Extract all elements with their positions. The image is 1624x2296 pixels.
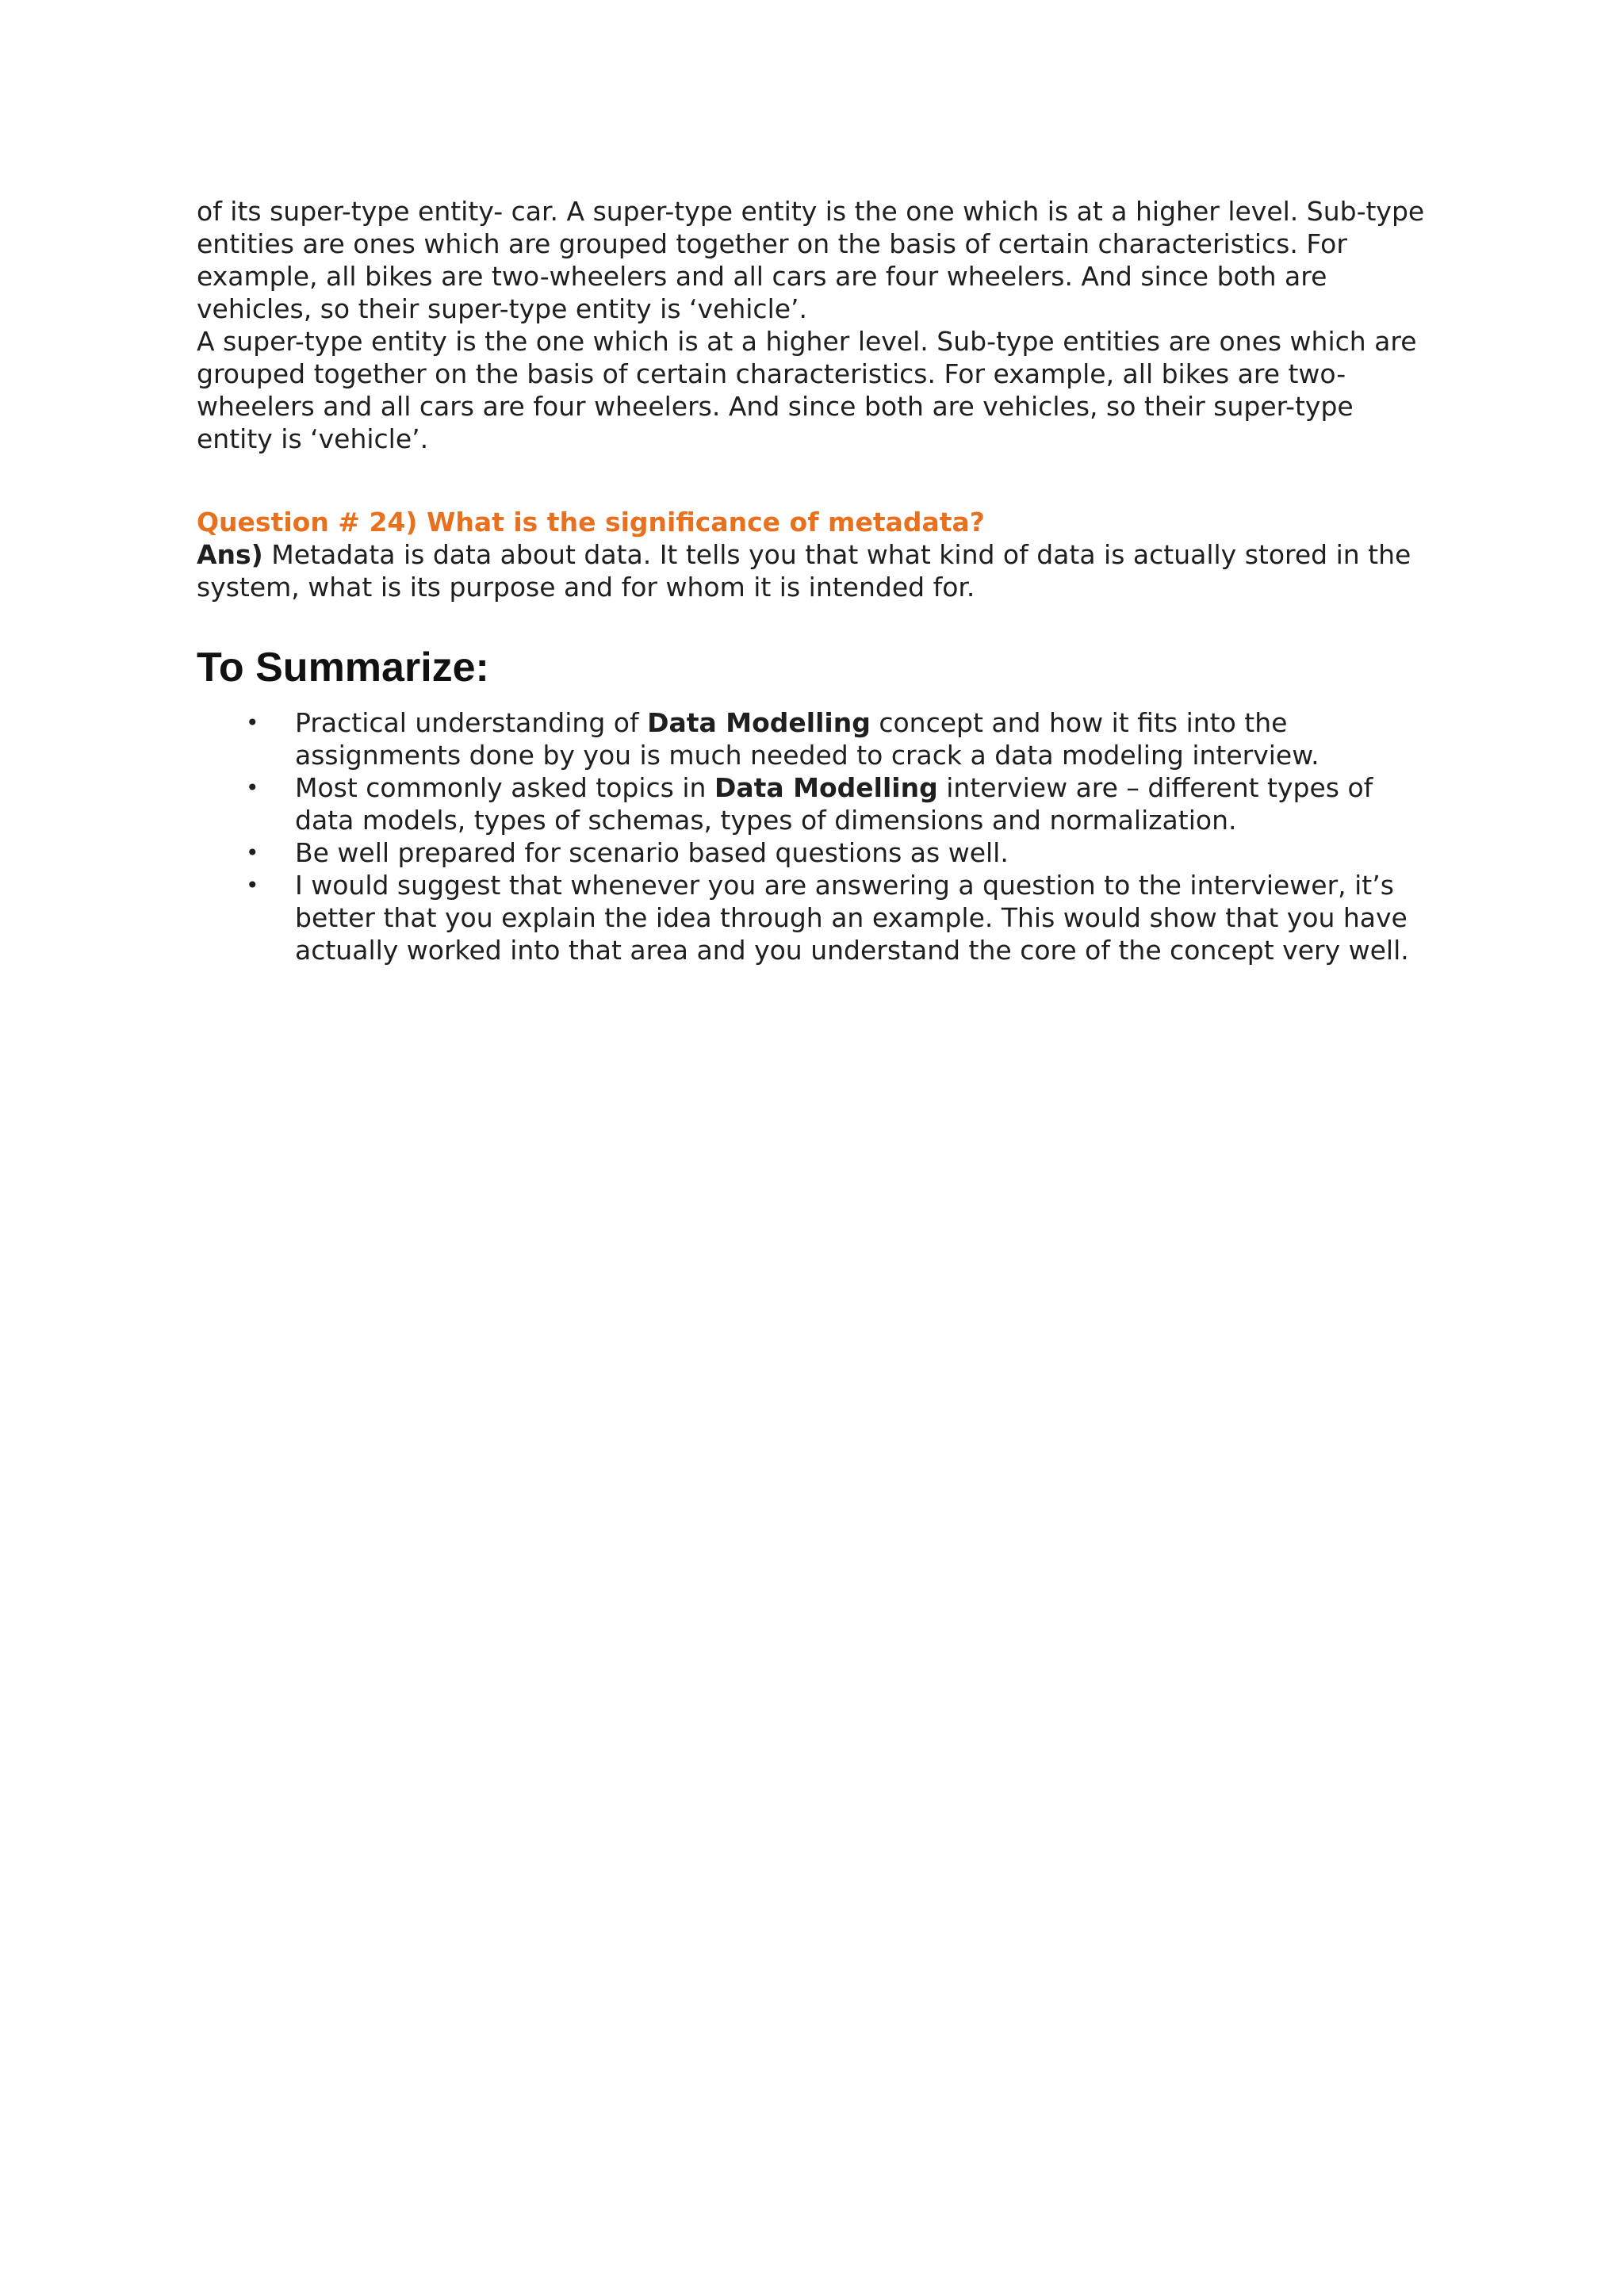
list-item xyxy=(197,771,1434,836)
list-item-text: concept and how it fits into the assignments done by you is much needed to crack a data modeling interview. xyxy=(295,707,1320,771)
bullet-icon: • xyxy=(246,840,259,866)
question-24-answer xyxy=(197,538,1434,603)
answer-text: Metadata is data about data. It tells you that what kind of data is actually stored in the system, what is its purpose and for whom it is intended for. xyxy=(197,539,1411,603)
intro-paragraph-2: A super-type entity is the one which is at a higher level. Sub-type entities are ones which are grouped together on the basis of certain characteristics. For example, all bikes are two-wheelers and all cars are four wheelers. And since both are vehicles, so their super-type entity is ‘vehicle’. xyxy=(197,326,1417,454)
list-item-text: interview are – different types of data models, types of schemas, types of dimensions and normalization. xyxy=(295,772,1373,836)
list-item xyxy=(197,706,1434,771)
list-item xyxy=(197,869,1434,966)
list-item xyxy=(197,836,1434,869)
list-item-text: Be well prepared for scenario based questions as well. xyxy=(295,837,1009,868)
intro-paragraph-1: of its super-type entity- car. A super-type entity is the one which is at a higher level. Sub-type entities are ones which are grouped together on the basis of certain characteristics. For example, all bikes are two-wheelers and all cars are four wheelers. And since both are vehicles, so their super-type entity is ‘vehicle’. xyxy=(197,196,1425,324)
summary-list xyxy=(197,706,1434,966)
bullet-icon: • xyxy=(246,710,259,736)
summary-heading: To Summarize: xyxy=(197,645,489,691)
list-item-bold: Data Modelling xyxy=(714,772,938,803)
question-24-heading: Question # 24) What is the significance of metadata? xyxy=(197,507,985,538)
document-page xyxy=(197,195,1434,966)
list-item-text: I would suggest that whenever you are answering a question to the interviewer, it’s better that you explain the idea through an example. This would show that you have actually worked into that area and you understand the core of the concept very well. xyxy=(295,870,1409,966)
answer-label: Ans) xyxy=(197,539,263,570)
list-item-text: Practical understanding of xyxy=(295,707,648,738)
list-item-text: Most commonly asked topics in xyxy=(295,772,714,803)
bullet-icon: • xyxy=(246,872,259,898)
list-item-bold: Data Modelling xyxy=(647,707,871,738)
bullet-icon: • xyxy=(246,775,259,801)
